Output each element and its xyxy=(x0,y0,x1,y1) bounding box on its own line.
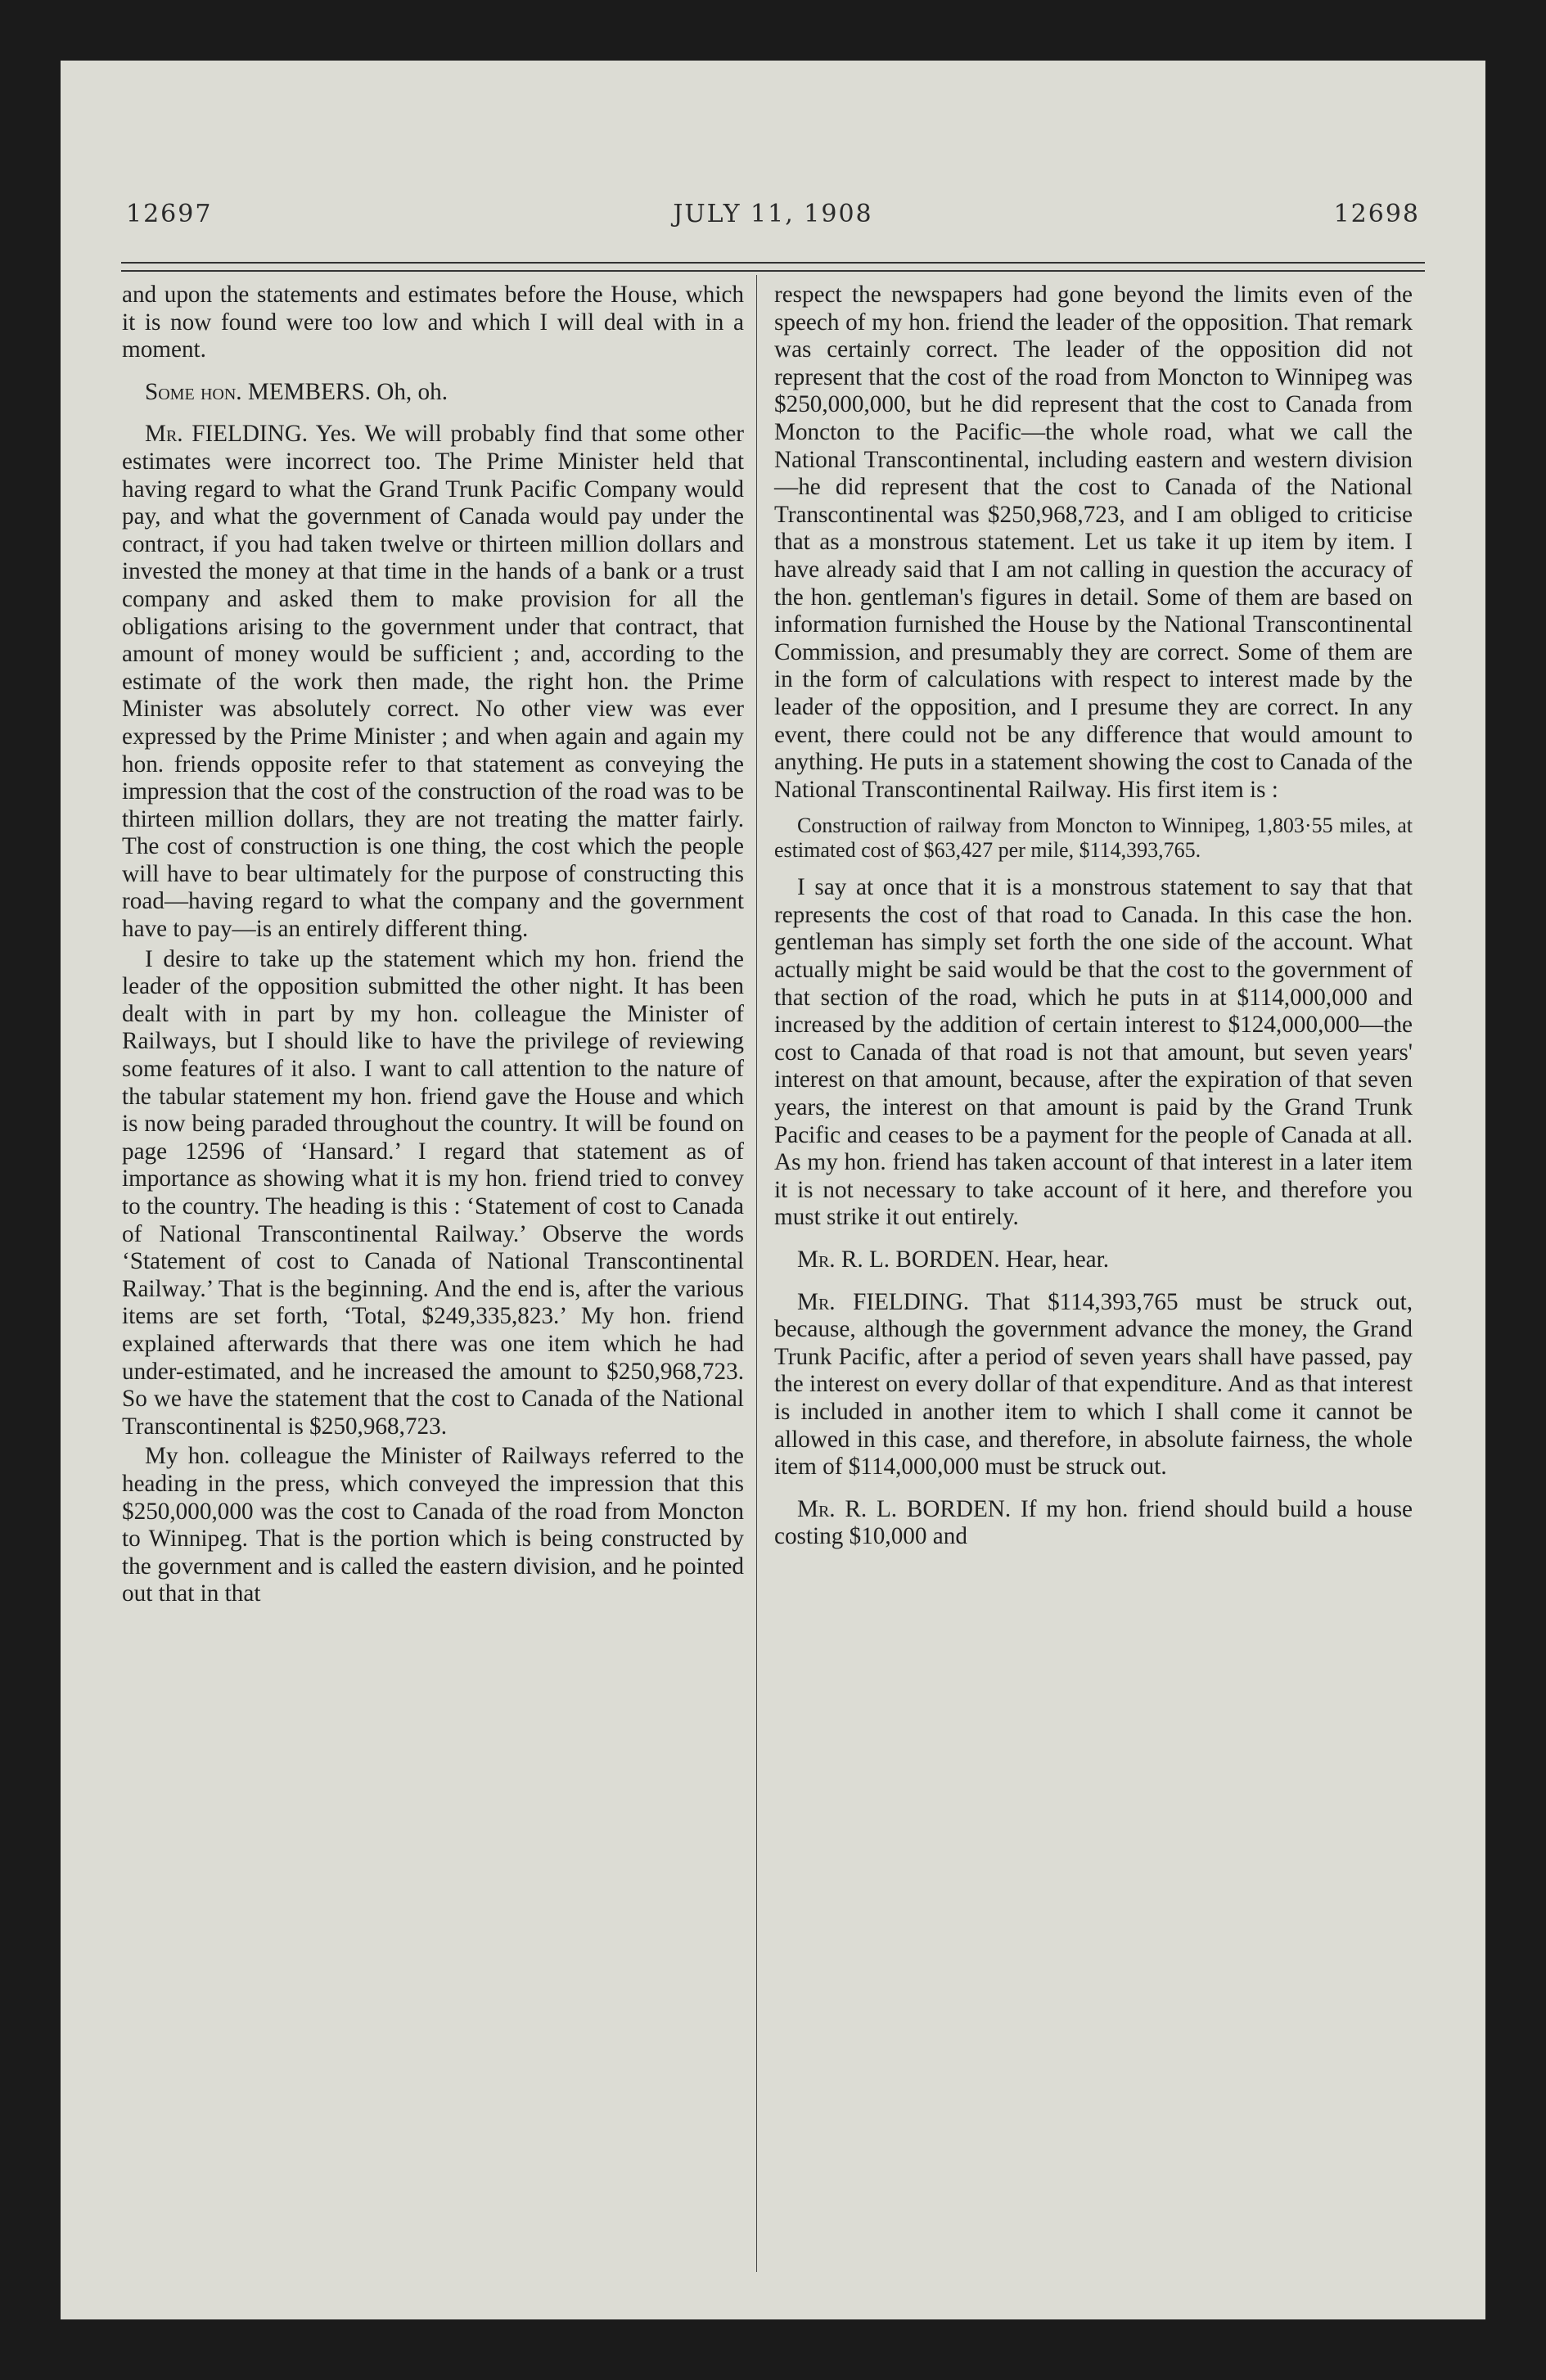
right-column xyxy=(774,282,1413,1553)
running-head xyxy=(126,200,1420,249)
speaker-name: Mr. R. L. BORDEN. xyxy=(797,1246,1000,1273)
column-divider xyxy=(756,275,757,2272)
body-paragraph: and upon the statements and estimates before the House, which it is now found were too low and which I will deal with in a moment. xyxy=(122,282,744,363)
header-rule-top xyxy=(121,262,1425,264)
speaker-name: Mr. R. L. BORDEN. xyxy=(797,1495,1012,1522)
left-column xyxy=(122,282,744,1611)
left-page-number: 12697 xyxy=(126,200,213,228)
speech-paragraph xyxy=(122,379,744,407)
speaker-name: Mr. FIELDING. xyxy=(797,1288,970,1315)
speech-paragraph xyxy=(774,1246,1413,1274)
hansard-page xyxy=(61,61,1485,2319)
speech-paragraph xyxy=(774,1289,1413,1481)
speech-paragraph xyxy=(122,421,744,943)
body-paragraph: respect the newspapers had gone beyond the limits even of the speech of my hon. friend the leader of the opposition. That remark was certainly correct. The leader of the opposition did not represent that the cost of the road from Moncton to Winnipeg was $250,000,000, but he did represent that the cost to Canada from Moncton to the Pacific—the whole road, what we call the National Transcontinental, including eastern and western division—he did represent that the cost to Canada of the National Transcontinental was $250,968,723, and I am obliged to criticise that as a monstrous statement. Let us take it up item by item. I have already said that I am not calling in question the accuracy of the hon. gentleman's figures in detail. Some of them are based on information furnished the House by the National Transcontinental Commission, and presumably they are correct. Some of them are in the form of calculations with respect to interest made by the leader of the opposition, and I presume they are correct. In any event, there could not be any difference that would amount to anything. He puts in a statement showing the cost to Canada of the National Transcontinental Railway. His first item is : xyxy=(774,282,1413,803)
speaker-name: Mr. FIELDING. xyxy=(145,421,309,448)
speech-text: Yes. We will probably find that some other estimates were incorrect too. The Prime Minister held that having regard to what the Grand Trunk Pacific Company would pay, and what the government of Canada would pay under the contract, if you had taken twelve or thirteen million dollars and invested the money at that time in the hands of a bank or a trust company and asked them to make provision for all the obligations arising to the government under that contract, that amount of money would be sufficient ; and, according to the estimate of the work then made, the right hon. the Prime Minister was absolutely correct. No other view was ever expressed by the Prime Minister ; and when again and again my hon. friends opposite refer to that statement as conveying the impression that the cost of the construction of the road was to be thirteen million dollars, they are not treating the matter fairly. The cost of construction is one thing, the cost which the people will have to bear ultimately for the purpose of constructing this road—having regard to what the company and the government have to pay—is an entirely different thing. xyxy=(122,421,745,943)
body-paragraph: My hon. colleague the Minister of Railways referred to the heading in the press, which conveyed the impression that this $250,000,000 was the cost to Canada of the road from Moncton to Winnipeg. That is the portion which is being constructed by the government and is called the eastern division, and he pointed out that in that xyxy=(122,1443,744,1607)
right-page-number: 12698 xyxy=(1333,200,1420,228)
speech-text: If my hon. friend should build a house costing $10,000 and xyxy=(774,1495,1413,1550)
body-paragraph: I desire to take up the statement which my hon. friend the leader of the opposition submitted the other night. It has been dealt with in part by my hon. colleague the Minister of Railways, but I should like to have the privilege of reviewing some features of it also. I want to call attention to the nature of the tabular statement my hon. friend gave the House and which is now being paraded throughout the country. It will be found on page 12596 of ‘Hansard.’ I regard that statement as of importance as showing what it is my hon. friend tried to convey to the country. The heading is this : ‘Statement of cost to Canada of National Transcontinental Railway.’ Observe the words ‘Statement of cost to Canada of National Transcontinental Railway.’ That is the beginning. And the end is, after the various items are set forth, ‘Total, $249,335,823.’ My hon. friend explained afterwards that there was one item which he had under-estimated, and he increased the amount to $250,968,723. So we have the statement that the cost to Canada of the National Transcontinental is $250,968,723. xyxy=(122,945,744,1440)
body-paragraph: I say at once that it is a monstrous statement to say that that represents the cost of that road to Canada. In this case the hon. gentleman has simply set forth the one side of the account. What actually might be said would be that the cost to the government of that section of the road, which he puts in at $114,000,000 and increased by the addition of certain interest to $124,000,000—the cost to Canada of that road is not that amount, but seven years' interest on that amount, because, after the expiration of that seven years, the interest on that amount is paid by the Grand Trunk Pacific and ceases to be a payment for the people of Canada at all. As my hon. friend has taken account of that interest in a later item it is not necessary to take account of it here, and therefore you must strike it out entirely. xyxy=(774,874,1413,1231)
speech-text: Hear, hear. xyxy=(1005,1246,1110,1273)
speech-text: Oh, oh. xyxy=(376,378,448,405)
header-rule-bottom xyxy=(121,270,1425,272)
speech-paragraph xyxy=(774,1496,1413,1551)
page-date: JULY 11, 1908 xyxy=(673,200,873,228)
speaker-name: Some hon. MEMBERS. xyxy=(145,378,371,405)
quoted-item: Construction of railway from Moncton to Winnipeg, 1,803·55 miles, at estimated cost of $63,427 per mile, $114,393,765. xyxy=(774,814,1413,863)
speech-text: That $114,393,765 must be struck out, because, although the government advance the money, the Grand Trunk Pacific, after a period of seven years shall have passed, pay the interest on every dollar of that expenditure. And as that interest is included in another item to which I shall come it cannot be allowed in this case, and therefore, in absolute fairness, the whole item of $114,000,000 must be struck out. xyxy=(774,1288,1413,1481)
